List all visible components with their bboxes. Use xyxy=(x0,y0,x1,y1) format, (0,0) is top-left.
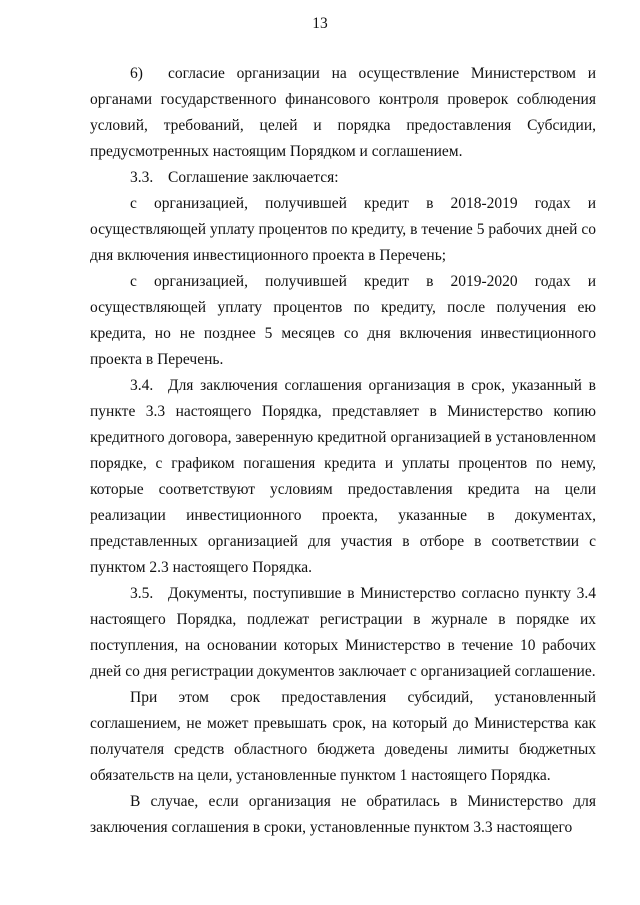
item-number: 6) xyxy=(130,65,143,82)
paragraph-3-4 xyxy=(90,373,596,581)
paragraph-text: Документы, поступившие в Министерство согласно пункту 3.4 настоящего Порядка, подлежат регистрации в журнале в порядке их поступления, на основании которых Министерство в течение 10 рабочих дней со дня регистрации документов заключает с организацией соглашение. xyxy=(90,585,596,680)
paragraph-item-6 xyxy=(90,61,596,165)
paragraph-3-5 xyxy=(90,581,596,685)
document-body xyxy=(90,61,596,841)
paragraph-3-3-b xyxy=(90,269,596,373)
paragraph-term xyxy=(90,685,596,789)
page-number: 13 xyxy=(312,15,328,32)
paragraph-3-3-a xyxy=(90,191,596,269)
item-number: 3.5. xyxy=(130,585,154,602)
item-number: 3.4. xyxy=(130,377,154,394)
paragraph-3-3 xyxy=(90,165,596,191)
paragraph-text: При этом срок предоставления субсидий, установленный соглашением, не может превышать срок, на который до Министерства как получателя средств областного бюджета доведены лимиты бюджетных обязательств на цели, установленные пунктом 1 настоящего Порядка. xyxy=(90,689,596,784)
paragraph-text: В случае, если организация не обратилась в Министерство для заключения соглашения в сроки, установленные пунктом 3.3 настоящего xyxy=(90,793,596,836)
paragraph-text: с организацией, получившей кредит в 2018-2019 годах и осуществляющей уплату процентов по кредиту, в течение 5 рабочих дней со дня включения инвестиционного проекта в Перечень; xyxy=(90,195,596,264)
paragraph-text: Соглашение заключается: xyxy=(168,169,339,186)
item-number: 3.3. xyxy=(130,169,154,186)
paragraph-text: согласие организации на осуществление Министерством и органами государственного финансового контроля проверок соблюдения условий, требований, целей и порядка предоставления Субсидии, предусмотренных настоящим Порядком и соглашением. xyxy=(90,65,596,160)
paragraph-case xyxy=(90,789,596,841)
paragraph-text: с организацией, получившей кредит в 2019-2020 годах и осуществляющей уплату процентов по кредиту, после получения ею кредита, но не позднее 5 месяцев со дня включения инвестиционного проекта в Перечень. xyxy=(90,273,596,368)
paragraph-text: Для заключения соглашения организация в срок, указанный в пункте 3.3 настоящего Порядка, представляет в Министерство копию кредитного договора, заверенную кредитной организацией в установленном порядке, с графиком погашения кредита и уплаты процентов по нему, которые соответствуют условиям предоставления кредита на цели реализации инвестиционного проекта, указанные в документах, представленных организацией для участия в отборе в соответствии с пунктом 2.3 настоящего Порядка. xyxy=(90,377,596,576)
